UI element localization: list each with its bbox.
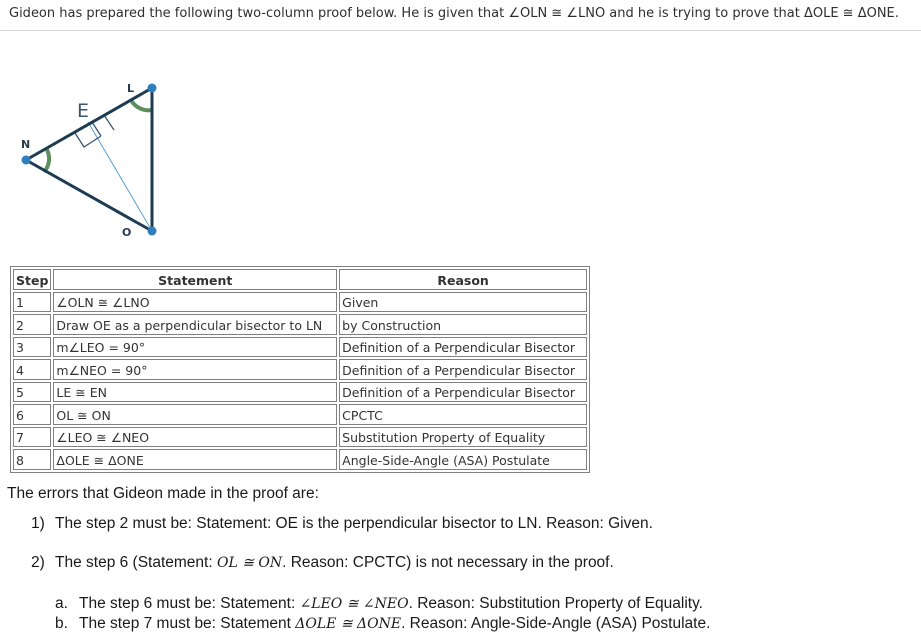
reason-cell: Definition of a Perpendicular Bisector xyxy=(339,382,587,403)
table-row xyxy=(13,292,587,313)
question-header xyxy=(0,0,921,31)
header-step: Step xyxy=(13,269,51,290)
table-row xyxy=(13,427,587,448)
item-number: 2) xyxy=(31,554,45,571)
subitem-letter: a. xyxy=(55,595,68,612)
reason-cell: Angle-Side-Angle (ASA) Postulate xyxy=(339,449,587,470)
step-cell: 5 xyxy=(13,382,51,403)
item-text-post: . Reason: CPCTC) is not necessary in the proof. xyxy=(282,554,614,571)
table-row xyxy=(13,382,587,403)
side-no xyxy=(26,160,152,231)
label-l: L xyxy=(127,82,135,95)
answer-item-1 xyxy=(31,515,653,533)
subitem-text-pre: The step 6 must be: Statement: xyxy=(79,595,300,612)
table-header-row xyxy=(13,269,587,290)
vertex-o xyxy=(148,227,157,236)
statement-cell: ∠OLN ≅ ∠LNO xyxy=(53,292,337,313)
item-text: The step 2 must be: Statement: OE is the perpendicular bisector to LN. Reason: Given. xyxy=(55,515,653,532)
label-o: O xyxy=(122,226,132,239)
statement-cell: ΔOLE ≅ ΔONE xyxy=(53,449,337,470)
triangle-figure xyxy=(0,60,220,260)
triangle-diagram xyxy=(0,60,220,260)
table-row xyxy=(13,337,587,358)
angle-arc-n xyxy=(44,148,49,172)
step-cell: 2 xyxy=(13,314,51,335)
table-row xyxy=(13,404,587,425)
step-cell: 1 xyxy=(13,292,51,313)
right-angle-marker-2 xyxy=(92,122,101,136)
label-n: N xyxy=(21,138,31,151)
reason-cell: CPCTC xyxy=(339,404,587,425)
header-statement: Statement xyxy=(53,269,337,290)
header-reason: Reason xyxy=(339,269,587,290)
step-cell: 7 xyxy=(13,427,51,448)
subitem-text-pre: The step 7 must be: Statement xyxy=(79,615,296,632)
proof-table-wrap xyxy=(10,266,590,473)
step-cell: 8 xyxy=(13,449,51,470)
table-row xyxy=(13,449,587,470)
table-row xyxy=(13,314,587,335)
subitem-math: ΔOLE ≅ ΔONE xyxy=(295,616,402,632)
right-angle-marker-3 xyxy=(104,115,114,130)
answer-subitem-a xyxy=(55,595,703,613)
answer-item-2 xyxy=(31,554,614,572)
answer-subitem-b xyxy=(55,615,710,633)
statement-cell: OL ≅ ON xyxy=(53,404,337,425)
item-number: 1) xyxy=(31,515,45,532)
proof-table xyxy=(10,266,590,473)
reason-cell: Given xyxy=(339,292,587,313)
label-e: E xyxy=(77,100,90,122)
reason-cell: Definition of a Perpendicular Bisector xyxy=(339,359,587,380)
statement-cell: m∠LEO = 90° xyxy=(53,337,337,358)
step-cell: 6 xyxy=(13,404,51,425)
statement-cell: ∠LEO ≅ ∠NEO xyxy=(53,427,337,448)
table-row xyxy=(13,359,587,380)
reason-cell: Definition of a Perpendicular Bisector xyxy=(339,337,587,358)
subitem-math: ∠LEO ≅ ∠NEO xyxy=(299,596,409,612)
side-nl xyxy=(26,88,152,160)
subitem-text-post: . Reason: Angle-Side-Angle (ASA) Postulate. xyxy=(401,615,711,632)
reason-cell: by Construction xyxy=(339,314,587,335)
right-angle-marker xyxy=(75,133,101,147)
question-text: Gideon has prepared the following two-column proof below. He is given that ∠OLN ≅ ∠LNO and he is trying to prove that ΔOLE ≅ ΔONE. xyxy=(9,6,899,21)
statement-cell: LE ≅ EN xyxy=(53,382,337,403)
angle-arc-l xyxy=(131,100,152,110)
step-cell: 3 xyxy=(13,337,51,358)
vertex-l xyxy=(148,84,157,93)
statement-cell: Draw OE as a perpendicular bisector to LN xyxy=(53,314,337,335)
reason-cell: Substitution Property of Equality xyxy=(339,427,587,448)
step-cell: 4 xyxy=(13,359,51,380)
item-math: OL ≅ ON xyxy=(216,555,283,571)
answer-intro: The errors that Gideon made in the proof are: xyxy=(7,485,319,502)
subitem-letter: b. xyxy=(55,615,68,632)
subitem-text-post: . Reason: Substitution Property of Equality. xyxy=(408,595,703,612)
vertex-n xyxy=(22,156,31,165)
statement-cell: m∠NEO = 90° xyxy=(53,359,337,380)
item-text-pre: The step 6 (Statement: xyxy=(55,554,217,571)
